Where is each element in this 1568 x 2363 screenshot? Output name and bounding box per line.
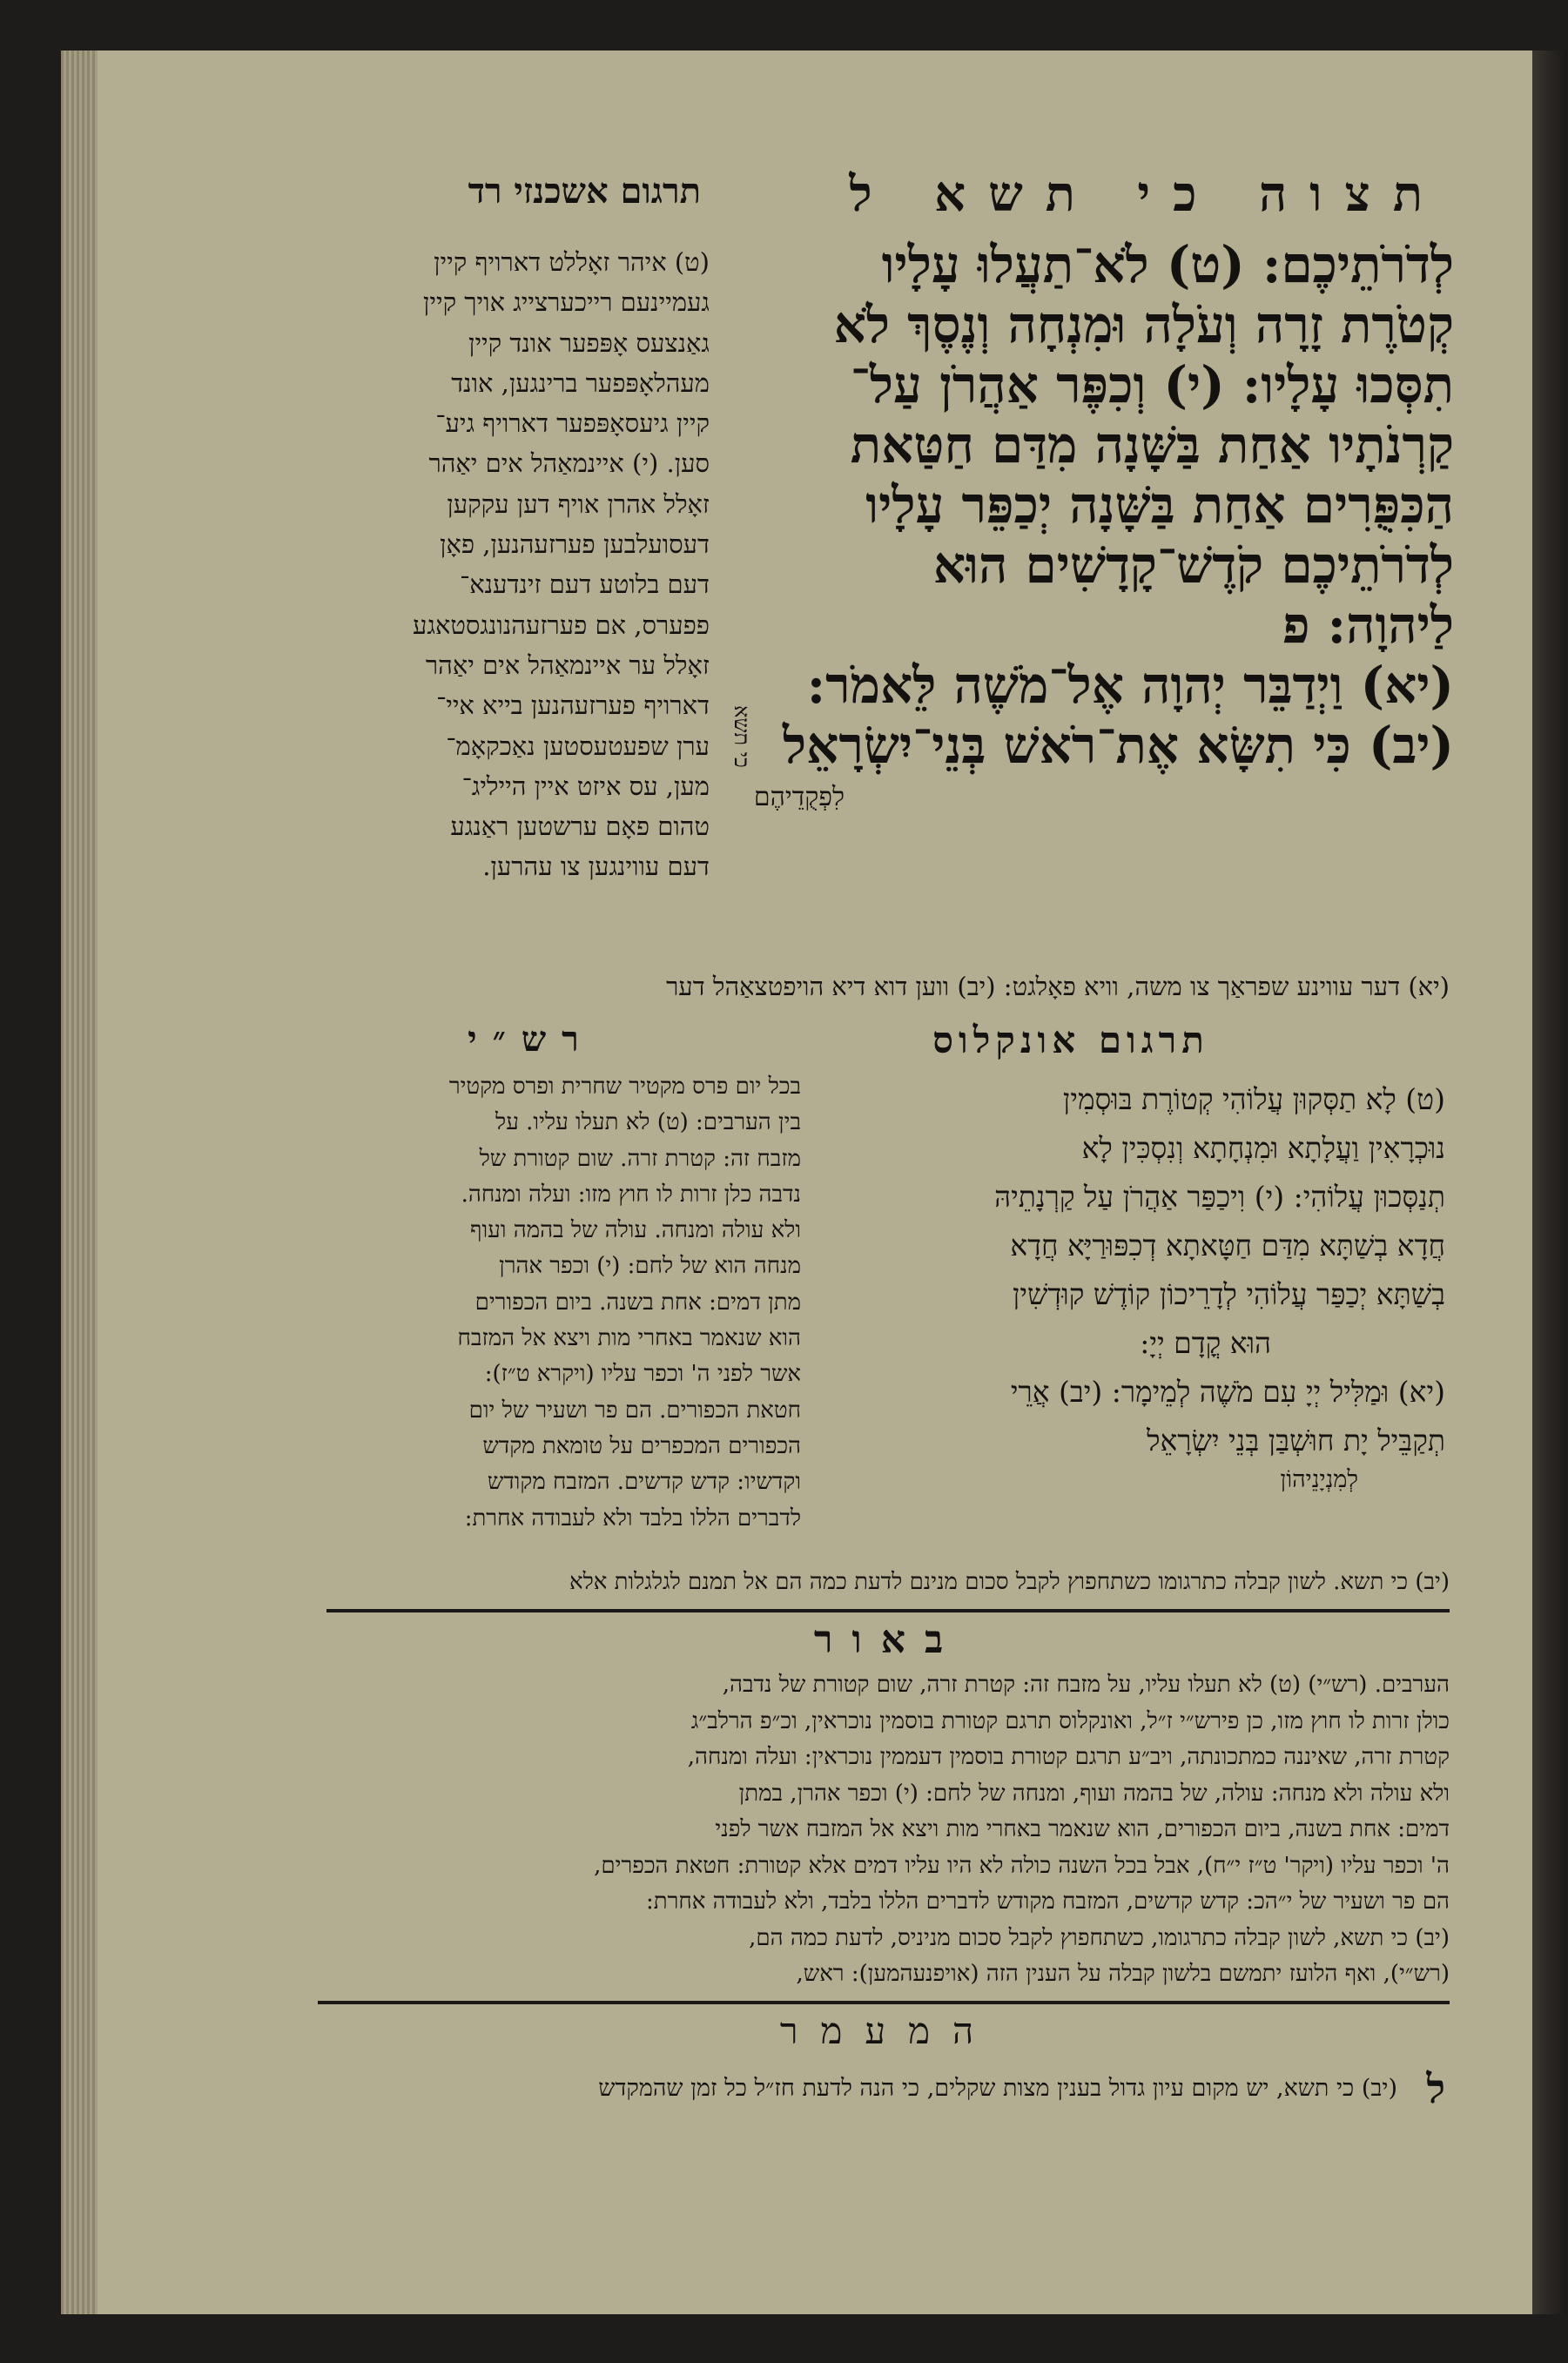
rashi-title: רש״י <box>468 1019 595 1060</box>
rashi-line: נדבה כלן זרות לו חוץ מזו: ועלה ומנחה. <box>461 1181 801 1208</box>
yiddish-line: טהום פאָם ערשטען ראַנגע <box>450 811 710 842</box>
section-divider-bottom <box>318 2001 1450 2004</box>
yiddish-line: זאָלל אהרן אויף דען עקקען <box>447 488 710 519</box>
onkelos-line: (יא) וּמַלִּיל יְיָ עִם מֹשֶׁה לְמֵימָר: (יב) אֲרֵי <box>1010 1375 1445 1409</box>
torah-side-label: כי תשא <box>730 705 754 768</box>
yiddish-line: דארויף פערזעהנען בייא איי־ <box>436 690 710 721</box>
torah-line: (יא) וַיְדַבֵּר יְהוָה אֶל־מֹשֶׁה לֵּאמֹר: <box>806 656 1454 715</box>
rashi-line: חטאת הכפורים. הם פר ושעיר של יום <box>468 1397 801 1424</box>
torah-line: הַכִּפֻּרִים אַחַת בַּשָּׁנָה יְכַפֵּר עָלָיו <box>865 475 1454 535</box>
page-edges <box>61 50 98 2314</box>
yiddish-line: דעם עווינגען צו עהרען. <box>482 852 710 882</box>
hameamer-title: המעמר <box>779 2010 997 2052</box>
torah-line: תִסְּכוּ עָלָיו: (י) וְכִפֶּר אַהֲרֹן עַל־ <box>850 355 1454 414</box>
biur-text <box>326 1667 1450 1993</box>
rashi-line: מנחה הוא של לחם: (י) וכפר אהרן <box>499 1253 801 1280</box>
biur-title: באור <box>813 1618 963 1662</box>
yiddish-line: געמיינעם רייכערצייג אויך קיין <box>422 287 710 318</box>
biur-line: קטרת זרה, שאיננה כמתכונתה, ויב״ע תרגם קטורת בוסמין דעממין נוכראין: ועלה ומנחה, <box>687 1744 1450 1770</box>
rashi-line: אשר לפני ה' וכפר עליו (ויקרא ט״ז): <box>484 1361 801 1388</box>
onkelos-title: תרגום אונקלוס <box>932 1019 1209 1061</box>
onkelos-line: (ט) לָא תַסְּקוּן עֲלוֹהִי קְטוֹרֶת בּוּסְמִין <box>1062 1082 1445 1116</box>
onkelos-line: תְנַסְּכוּן עֲלוֹהִי: (י) וִיכַפַּר אַהֲרֹן עַל קַרְנָתֵיהּ <box>994 1180 1445 1214</box>
biur-line: ולא עולה ולא מנחה: עולה, של בהמה ועוף, ומנחה של לחם: (י) וכפר אהרן, במתן <box>738 1780 1450 1807</box>
yiddish-line: ערן שפעטעסטען נאַכקאָמ־ <box>446 730 710 761</box>
rashi-continuation: (יב) כי תשא. לשון קבלה כתרגומו כשתחפוץ לקבל סכום מנינם לדעת כמה הם אל תמנם לגלגלות אלא <box>569 1569 1450 1595</box>
onkelos-line: נוּכְרָאִין וַעֲלָתָא וּמִנְחָתָא וְנִסְכִּין לָא <box>1081 1131 1445 1165</box>
yiddish-translation <box>326 242 710 887</box>
yiddish-line: דעם בלוטע דעם זינדענא־ <box>460 569 710 600</box>
onkelos-line: בְשַׁתָּא יְכַפַּר עֲלוֹהִי לְדָרֵיכוֹן קוֹדֶשׁ קוּדְשִׁין <box>1012 1277 1445 1311</box>
yiddish-line: מען, עס איזט איין הייליג־ <box>461 771 710 801</box>
yiddish-line: זאָלל ער איינמאַהל אים יאַהר <box>425 650 710 680</box>
rashi-line: בין הערבים: (ט) לא תעלו עליו. על <box>495 1109 801 1136</box>
biur-line: (רש״י), ואף הלועז יתמשם בלשון קבלה על הענין הזה (אויפנעהמען): ראש, <box>796 1961 1450 1987</box>
yiddish-line: גאַנצעס אָפּפער אונד קיין <box>468 327 710 358</box>
torah-line: (יב) כִּי תִשָּׂא אֶת־רֹאשׁ בְּנֵי־יִשְׂרָאֵל <box>782 716 1454 775</box>
biur-line: הערבים. (רש״י) (ט) לא תעלו עליו, על מזבח זה: קטרת זרה, שום קטורת של נדבה, <box>722 1672 1450 1698</box>
yiddish-line: סען. (י) איינמאַהל אים יאַהר <box>428 448 710 479</box>
biur-line: ה' וכפר עליו (ויקר' ט״ז י״ח), אבל בכל השנה כולה לא היו עליו דמים אלא קטורת: חטאת הכפרים, <box>594 1852 1450 1879</box>
rashi-line: מתן דמים: אחת בשנה. ביום הכפורים <box>474 1289 801 1316</box>
onkelos-line: חֲדָא בְשַׁתָּא מִדַּם חַטָּאתָא דְכִפּוּרַיָּא חֲדָא <box>1010 1229 1445 1262</box>
torah-line: קַרְנֹתָיו אַחַת בַּשָּׁנָה מִדַּם חַטַּאת <box>850 415 1454 475</box>
rashi-line: וקדשיו: קדש קדשים. המזבח מקודש <box>487 1469 801 1496</box>
yiddish-line: דעסועלבען פערזעהנען, פאָן <box>440 529 710 560</box>
torah-line-small: לִפְקֻדֵיהֶם <box>753 782 845 812</box>
onkelos-line: תְקַבֵּיל יָת חוּשְׁבַּן בְּנֵי יִשְׂרָאֵל <box>1147 1424 1445 1458</box>
torah-line: קְטֹרֶת זָרָה וְעֹלָה וּמִנְחָה וְנֶסֶךְ לֹא <box>833 295 1454 354</box>
torah-line: לְדֹרֹתֵיכֶם קֹדֶשׁ־קָדָשִׁים הוּא <box>932 535 1454 595</box>
yiddish-line: (ט) איהר זאָללט דארויף קיין <box>434 247 710 277</box>
rashi-text <box>326 1069 801 1537</box>
onkelos-line: לְמִנְיָנֵיהוֹן <box>1280 1466 1358 1493</box>
biur-line: הם פר ושעיר של י״הכ: קדש קדשים, המזבח מקודש לדברים הללו בלבד, ולא לעבודה אחרת: <box>646 1888 1450 1915</box>
torah-text <box>749 235 1454 819</box>
rashi-line: הכפורים המכפרים על טומאת מקדש <box>482 1432 801 1459</box>
rashi-line: בכל יום פרס מקטיר שחרית ופרס מקטיר <box>448 1074 801 1100</box>
rashi-line: ולא עולה ומנחה. עולה של בהמה ועוף <box>469 1217 801 1244</box>
parsha-header: תצוה כי תשא ל <box>849 165 1445 223</box>
targum-header: תרגום אשכנזי רד <box>468 171 701 212</box>
yiddish-line: פפערס, אם פערזעהנונגסטאגע <box>413 609 710 640</box>
section-divider-top <box>326 1609 1450 1612</box>
yiddish-continuation: (יא) דער עווינע שפראַך צו משה, וויא פאָלגט: (יב) ווען דוא דיא הויפטצאַהל דער <box>666 972 1450 1001</box>
onkelos-line: הוּא קֳדָם יְיָ: <box>1140 1326 1271 1360</box>
torah-line: לְדֹרֹתֵיכֶם: (ט) לֹא־תַעֲלוּ עָלָיו <box>881 235 1454 294</box>
rashi-line: הוא שנאמר באחרי מות ויצא אל המזבח <box>457 1325 801 1352</box>
onkelos-text <box>818 1075 1445 1495</box>
yiddish-line: מעהלאָפּפער ברינגען, אונד <box>451 367 710 398</box>
torah-line: לַיהוָה: פ <box>1282 596 1454 655</box>
hameamer-marker: ל <box>1426 2065 1445 2112</box>
next-page-fold <box>1532 50 1567 2314</box>
biur-line: כולן זרות לו חוץ מזו, כן פירש״י ז״ל, ואונקלוס תרגם קטורת בוסמין נוכראין, וכ״פ הרלב״ג <box>690 1707 1450 1734</box>
biur-line: (יב) כי תשא, לשון קבלה כתרגומו, כשתחפוץ לקבל סכום מניניס, לדעת כמה הם, <box>749 1924 1450 1951</box>
yiddish-line: קיין גיעסאָפּפער דארויף גיע־ <box>435 408 710 439</box>
rashi-line: לדברים הללו בלבד ולא לעבודה אחרת: <box>464 1505 801 1532</box>
biur-line: דמים: אחת בשנה, ביום הכפורים, הוא שנאמר באחרי מות ויצא אל המזבח אשר לפני <box>715 1816 1450 1842</box>
hameamer-text: (יב) כי תשא, יש מקום עיון גדול בענין מצות שקלים, כי הנה לדעת חז״ל כל זמן שהמקדש <box>598 2075 1397 2102</box>
rashi-line: מזבח זה: קטרת זרה. שום קטורת של <box>479 1145 801 1172</box>
